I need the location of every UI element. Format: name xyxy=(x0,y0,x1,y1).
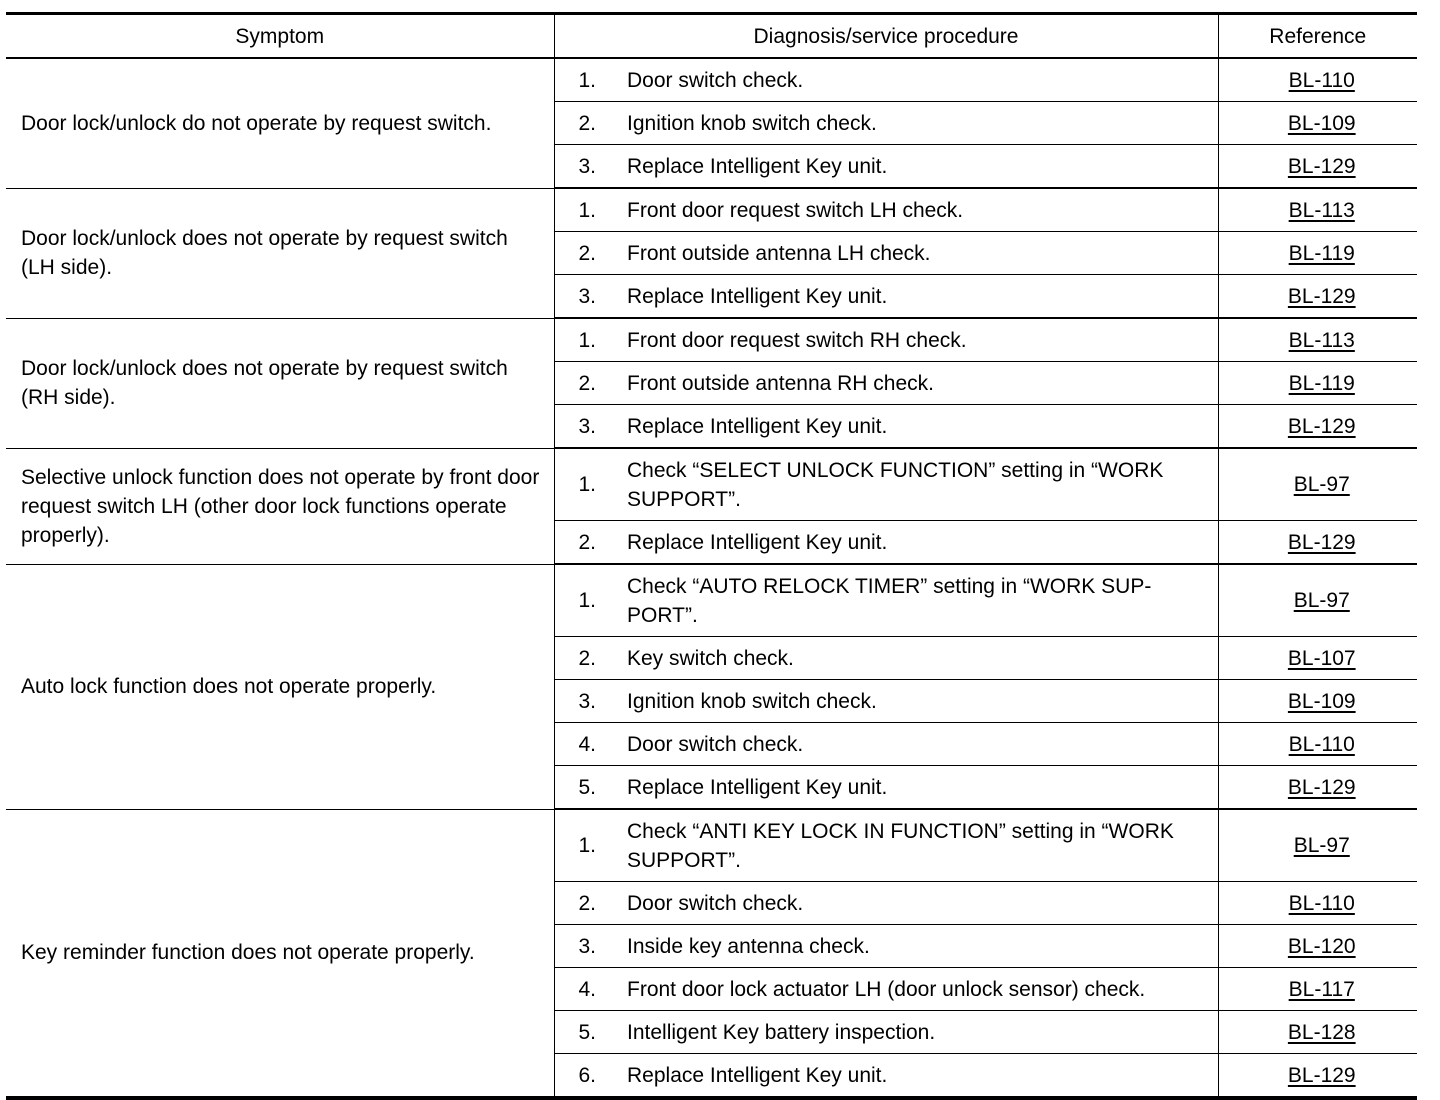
step-number: 3. xyxy=(554,275,613,319)
reference-cell xyxy=(1218,723,1417,766)
symptom-cell: Door lock/unlock does not operate by request switch (LH side). xyxy=(6,188,554,318)
step-number: 6. xyxy=(578,1063,597,1087)
step-number: 3. xyxy=(554,680,613,723)
reference-link[interactable]: BL-109 xyxy=(1287,111,1356,135)
header-procedure: Diagnosis/service procedure xyxy=(554,14,1218,59)
step-number: 2. xyxy=(554,362,613,405)
step-text: Check “SELECT UNLOCK FUNCTION” setting in “WORK SUPPORT”. xyxy=(613,448,1218,521)
header-symptom: Symptom xyxy=(6,14,554,59)
reference-cell xyxy=(1218,145,1417,189)
step-number: 5. xyxy=(554,766,613,810)
step-text: Check “ANTI KEY LOCK IN FUNCTION” setting in “WORK SUPPORT”. xyxy=(613,809,1218,882)
symptom-cell: Door lock/unlock do not operate by request switch. xyxy=(6,58,554,188)
step-text: Replace Intelligent Key unit. xyxy=(613,275,1218,319)
reference-link[interactable]: BL-119 xyxy=(1288,371,1355,395)
reference-cell xyxy=(1218,809,1417,882)
reference-cell xyxy=(1218,521,1417,565)
step-text: Ignition knob switch check. xyxy=(613,102,1218,145)
table-header-row xyxy=(6,14,1417,59)
reference-link[interactable]: BL-129 xyxy=(1287,284,1356,308)
reference-cell xyxy=(1218,968,1417,1011)
reference-link[interactable]: BL-113 xyxy=(1288,198,1355,222)
step-text: Ignition knob switch check. xyxy=(613,680,1218,723)
reference-cell xyxy=(1218,1054,1417,1099)
step-text: Inside key antenna check. xyxy=(613,925,1218,968)
reference-cell xyxy=(1218,58,1417,102)
reference-cell xyxy=(1218,564,1417,637)
table-row xyxy=(6,58,1417,102)
step-number: 1. xyxy=(554,58,613,102)
step-number: 3. xyxy=(554,405,613,449)
reference-link[interactable]: BL-107 xyxy=(1287,646,1356,670)
symptom-cell: Key reminder function does not operate properly. xyxy=(6,809,554,1098)
step-text: Front door lock actuator LH (door unlock sensor) check. xyxy=(613,968,1218,1011)
step-number: 2. xyxy=(554,521,613,565)
reference-cell xyxy=(1218,637,1417,680)
step-text: Replace Intelligent Key unit. xyxy=(613,145,1218,189)
step-number: 1. xyxy=(554,564,613,637)
reference-cell xyxy=(1218,925,1417,968)
step-text: Replace Intelligent Key unit. xyxy=(613,405,1218,449)
reference-link[interactable]: BL-110 xyxy=(1288,891,1355,915)
symptom-cell: Selective unlock function does not operate by front door request switch LH (other door lock functions operate properly). xyxy=(6,448,554,564)
step-number: 4. xyxy=(554,723,613,766)
step-text: Front door request switch LH check. xyxy=(613,188,1218,232)
reference-cell xyxy=(1218,362,1417,405)
reference-link[interactable]: BL-117 xyxy=(1288,977,1355,1001)
reference-link[interactable]: BL-129 xyxy=(1287,414,1356,438)
step-number: 1. xyxy=(554,318,613,362)
step-number: 5. xyxy=(554,1011,613,1054)
reference-cell xyxy=(1218,766,1417,810)
step-text: Replace Intelligent Key unit. xyxy=(613,521,1218,565)
step-number: 3. xyxy=(554,145,613,189)
header-reference: Reference xyxy=(1218,14,1417,59)
reference-cell xyxy=(1218,680,1417,723)
diagnosis-table xyxy=(6,12,1417,1100)
step-number: 2. xyxy=(554,102,613,145)
reference-link[interactable]: BL-119 xyxy=(1288,241,1355,265)
step-text: Door switch check. xyxy=(613,58,1218,102)
reference-cell xyxy=(1218,318,1417,362)
step-text: Front outside antenna LH check. xyxy=(613,232,1218,275)
reference-link[interactable]: BL-113 xyxy=(1288,328,1355,352)
step-number: 1. xyxy=(554,188,613,232)
step-number: 1. xyxy=(554,448,613,521)
reference-link[interactable]: BL-129 xyxy=(1287,154,1356,178)
reference-cell xyxy=(1218,1011,1417,1054)
reference-link[interactable]: BL-129 xyxy=(1287,1063,1356,1087)
reference-link[interactable]: BL-109 xyxy=(1287,689,1356,713)
symptom-cell: Door lock/unlock does not operate by request switch (RH side). xyxy=(6,318,554,448)
step-text: Replace Intelligent Key unit. xyxy=(613,766,1218,810)
step-text: Key switch check. xyxy=(613,637,1218,680)
step-text: Check “AUTO RELOCK TIMER” setting in “WORK SUP-PORT”. xyxy=(613,564,1218,637)
reference-cell xyxy=(1218,448,1417,521)
step-text: Door switch check. xyxy=(613,882,1218,925)
table-row xyxy=(6,448,1417,521)
reference-link[interactable]: BL-110 xyxy=(1288,732,1355,756)
reference-link[interactable]: BL-97 xyxy=(1293,834,1350,857)
step-text: Front outside antenna RH check. xyxy=(613,362,1218,405)
symptom-cell: Auto lock function does not operate properly. xyxy=(6,564,554,809)
step-number: 4. xyxy=(554,968,613,1011)
step-text: Intelligent Key battery inspection. xyxy=(613,1011,1218,1054)
table-row xyxy=(6,809,1417,882)
step-number: 2. xyxy=(554,232,613,275)
step-number: 2. xyxy=(554,637,613,680)
step-text: Door switch check. xyxy=(613,723,1218,766)
reference-link[interactable]: BL-129 xyxy=(1287,775,1356,799)
reference-cell xyxy=(1218,188,1417,232)
table-row xyxy=(6,564,1417,637)
reference-link[interactable]: BL-110 xyxy=(1288,68,1355,92)
step-number: 1. xyxy=(554,809,613,882)
reference-link[interactable]: BL-97 xyxy=(1293,473,1350,496)
step-number: 2. xyxy=(554,882,613,925)
reference-link[interactable]: BL-129 xyxy=(1287,530,1356,554)
reference-cell xyxy=(1218,882,1417,925)
step-text: Replace Intelligent Key unit. xyxy=(613,1054,1218,1099)
reference-link[interactable]: BL-128 xyxy=(1287,1020,1356,1044)
reference-cell xyxy=(1218,405,1417,449)
reference-link[interactable]: BL-97 xyxy=(1293,589,1350,612)
reference-cell xyxy=(1218,102,1417,145)
reference-cell xyxy=(1218,275,1417,319)
table-row xyxy=(6,318,1417,362)
step-text: Front door request switch RH check. xyxy=(613,318,1218,362)
reference-link[interactable]: BL-120 xyxy=(1287,934,1356,958)
table-row xyxy=(6,188,1417,232)
step-number: 3. xyxy=(554,925,613,968)
reference-cell xyxy=(1218,232,1417,275)
